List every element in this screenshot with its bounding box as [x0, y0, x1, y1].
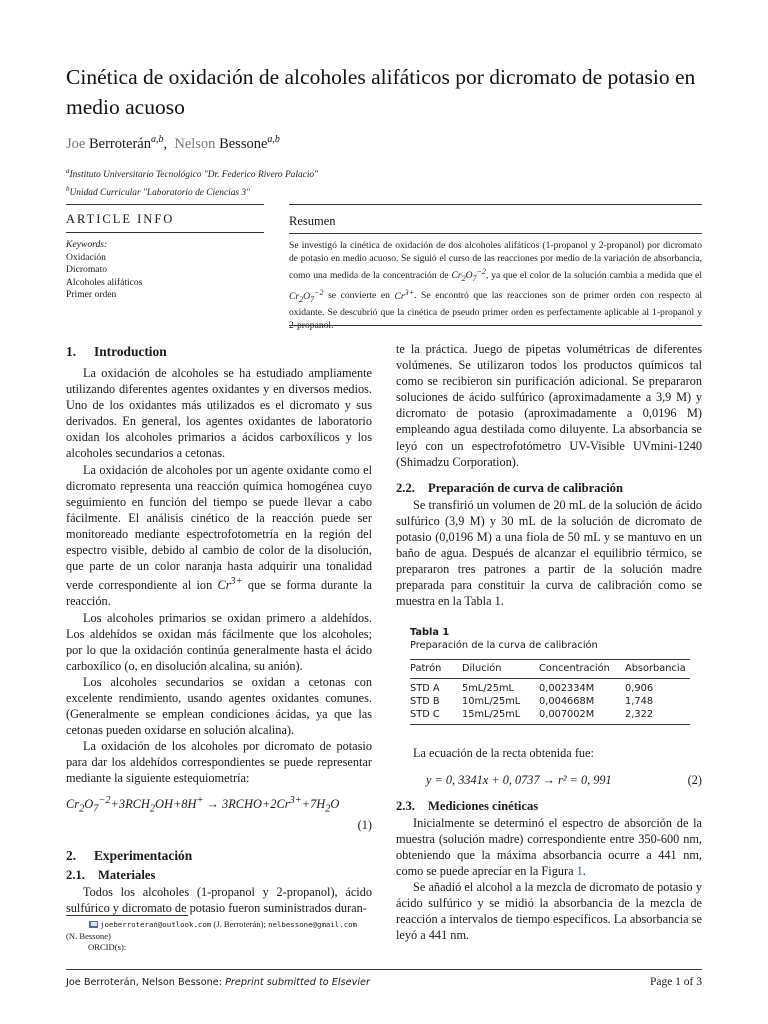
abstract-body: Se investigó la cinética de oxidación de dos alcoholes alifáticos (1-propanol y 2-propanol) por dicromato de potasio en medio acuoso. Se siguió el curso de las reacciones por medio de la variación de absorbancia, como una medida de la concentración de $Cr_2O_7^{-2}$, ya que el color de la solución cambia a medida que el $Cr_2O_7^{-2}$ se convierte en $Cr^{3+}$. Se encontró que las reacciones son de primer orden con respecto al oxidante. Se descubrió que la cinética de pseudo primer orden es perfectamente aplicable al 1-propanol y 2-propanol.	[289, 240, 702, 331]
author-affil-sup: a,b	[267, 134, 280, 145]
table-row: STD C 15mL/25mL 0,007002M 2,322	[410, 709, 654, 721]
footnote-rule	[66, 915, 188, 916]
paragraph: Todos los alcoholes (1-propanol y 2-propanol), ácido sulfúrico y dicromato de potasio fueron suministrados duran-	[66, 885, 372, 916]
keyword: Primer orden	[66, 289, 117, 301]
email-link[interactable]: joeberroteran@outlook.com	[100, 920, 212, 929]
author-affil-sup: a,b	[150, 134, 164, 145]
equation-2: y = 0, 3341x + 0, 0737 → r² = 0, 991 (2)	[426, 772, 702, 787]
table-row: STD B 10mL/25mL 0,004668M 1,748	[410, 696, 654, 708]
affiliation-line: $^b$Unidad Curricular "Laboratorio de Ciencias 3"	[66, 185, 251, 199]
equation-1: $Cr_2O_7^{-2}+3RCH_2OH+8H^+$ → $3RCHO+2Cr^{3+}+7H_2O$	[66, 794, 340, 815]
author-last-name: Bessone	[219, 135, 268, 152]
table-caption: Preparación de la curva de calibración	[410, 640, 598, 652]
affiliations	[66, 164, 318, 200]
author-first-name: Nelson	[174, 135, 216, 152]
mail-icon	[89, 921, 98, 928]
author-last-name: Berroterán	[88, 135, 151, 152]
rule-ai-right	[289, 233, 702, 234]
rule-top-left	[66, 204, 264, 205]
paper-title: Cinética de oxidación de alcoholes alifáticos por dicromato de potasio en medio acuoso	[66, 65, 696, 119]
page-number: Page 1 of 3	[649, 976, 702, 988]
table-row: STD A 5mL/25mL 0,002334M 0,906	[410, 683, 654, 695]
col-header: Patrón	[410, 663, 442, 675]
keyword: Alcoholes alifáticos	[66, 276, 143, 288]
author-first-name: Joe	[66, 135, 86, 152]
paragraph: Se transfirió un volumen de 20 mL de la solución de ácido sulfúrico (3,9 M) y 30 mL de la solución de dicromato de potasio (0,0196 M) a una fiola de 50 mL y se mantuvo en un baño de agua. Después de alcanzar el equilibrio térmico, se prepararon tres patrones a partir de la solución madre preparada para constituir la curva de calibración como se muestra en la Tabla 1.	[396, 497, 702, 609]
left-column	[66, 343, 372, 917]
footer-left: Joe Berroterán, Nelson Bessone: Preprint submitted to Elsevier	[66, 977, 370, 988]
formula-dichromate: $Cr_2O_7^{-2}$	[451, 267, 486, 284]
formula-chromium: $Cr^{3+}$	[217, 576, 243, 593]
table-label: Tabla 1	[410, 627, 450, 639]
formula-dichromate: $Cr_2O_7^{-2}$	[289, 287, 324, 304]
table-1	[410, 626, 702, 725]
footnote: joeberroteran@outlook.com (J. Berroterán); nelbessone@gmail.com (N. Bessone) ORCID(s):	[66, 919, 358, 952]
email-link[interactable]: nelbessone@gmail.com	[268, 920, 358, 929]
equation-number: (1)	[357, 818, 372, 833]
col-header: Absorbancia	[625, 663, 686, 675]
formula-chromium: $Cr^{3+}$	[394, 287, 415, 302]
subsection-heading: 2.2. Preparación de curva de calibración	[396, 480, 623, 495]
paragraph: La oxidación de alcoholes por un agente oxidante como el dicromato representa una reacción química homogénea cuyo seguimiento en función del tiempo se puede llevar a cabo fácilmente. El análisis cinético de la reacción puede ser monitoreado mediante espectrofotometría en la región del espectro visible, debido al cambio de color de la disolución, que parte de un color naranja hasta adquirir una tonalidad verde correspondiente al ion $Cr^{3+}$ que se forma durante la reacción.	[66, 462, 373, 609]
figure-link[interactable]: 1	[576, 863, 583, 878]
keywords-label: Keywords:	[66, 239, 108, 250]
footer-rule	[66, 969, 702, 970]
rule-top-right	[289, 204, 702, 205]
right-column	[396, 341, 702, 943]
keyword: Oxidación	[66, 251, 106, 263]
article-info-heading: ARTICLE INFO	[66, 212, 175, 226]
table-header-row	[410, 660, 690, 679]
paragraph: Se añadió el alcohol a la mezcla de dicromato de potasio y ácido sulfúrico y se midió la absorbancia de la mezcla de reacción a intervalos de tiempo específicos. La absorbancia se leyó a 441 nm.	[396, 879, 702, 943]
paragraph: te la práctica. Juego de pipetas volumétricas de diferentes volúmenes. Se utilizaron todos los productos químicos tal como se recibieron sin purificación adicional. Se prepararon soluciones de ácido sulfúrico (aproximadamente a 3,9 M) y dicromato de potasio (aproximadamente a 0,0196 M) empleando agua destilada como diluyente. La absorbancia se leyó con un espectrofotómetro UV-Visible UVmini-1240 (Shimadzu Corporation).	[396, 342, 702, 469]
col-header: Dilución	[462, 663, 502, 675]
subsection-heading: 2.3. Mediciones cinéticas	[396, 798, 539, 813]
abstract-heading: Resumen	[289, 214, 336, 228]
paragraph: La ecuación de la recta obtenida fue:	[413, 746, 594, 761]
col-header: Concentración	[539, 663, 610, 675]
affiliation-line: $^a$Instituto Universitario Tecnológico "Dr. Federico Rivero Palacio"	[66, 167, 319, 181]
calibration-table	[410, 659, 690, 725]
paragraph: La oxidación de alcoholes se ha estudiado ampliamente utilizando diferentes agentes oxidantes y en diversos medios. Uno de los oxidantes más utilizados es el dicromato y sus derivados. En general, los agentes oxidantes de laboratorio oxidan los alcoholes primarios a ácidos carboxílicos y los alcoholes secundarios a cetonas.	[66, 366, 372, 461]
keywords-block	[66, 239, 142, 302]
author-list: Joe Berroterán$^{a,b}$, Nelson Bessone$^{a,b}$	[66, 134, 280, 152]
section-heading: 2. Experimentación	[66, 848, 193, 864]
rule-ai-left	[66, 232, 264, 233]
section-heading: 1. Introduction	[66, 344, 167, 359]
paragraph: La oxidación de los alcoholes por dicromato de potasio para dar los aldehídos correspondientes se puede representar mediante la siguiente estequiometría:	[66, 739, 372, 786]
keyword: Dicromato	[66, 264, 108, 276]
paragraph: Los alcoholes primarios se oxidan primero a aldehídos. Los aldehídos se oxidan más fácilmente que los alcoholes; por lo que la oxidación continúa generalmente hasta el ácido carboxílico (o, en disolución alcalina, su anión).	[66, 610, 372, 673]
paragraph: Inicialmente se determinó el espectro de absorción de la muestra (solución madre) correspondiente entre 350-600 nm, obteniendo que la máxima absorbancia ocurre a 441 nm, como se puede apreciar en la Figura 1.	[396, 815, 702, 878]
paragraph: Los alcoholes secundarios se oxidan a cetonas con excelente rendimiento, usando agentes oxidantes comunes. (Generalmente se emplean condiciones ácidas, ya que las cetonas pueden oxidarse en solución alcalina).	[66, 674, 372, 738]
subsection-heading: 2.1. Materiales	[66, 868, 156, 883]
